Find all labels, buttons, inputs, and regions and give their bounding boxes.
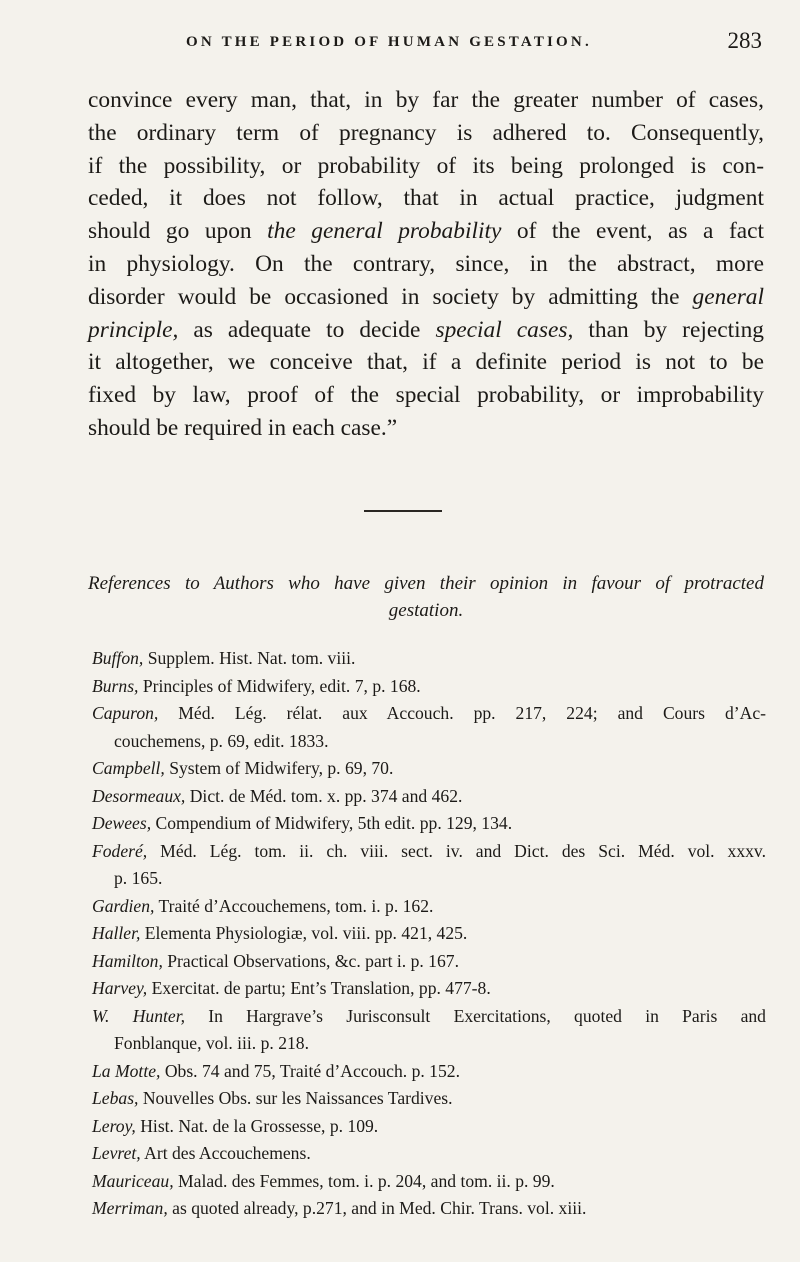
quote-line: ceded, it does not follow, that in actual practice, judgment [88,185,764,212]
reference-line [92,1085,766,1113]
reference-line [92,948,766,976]
reference-entry [92,948,766,976]
reference-entry [92,783,766,811]
reference-author: Merriman, [92,1198,168,1218]
reference-text: In Hargrave’s Jurisconsult Exercitations, quoted in Paris and [184,1005,766,1026]
quoted-paragraph [88,84,764,445]
reference-author: Campbell, [92,758,165,778]
reference-author: La Motte, [92,1060,161,1081]
reference-line [92,1030,766,1058]
reference-line [92,1140,766,1168]
reference-author: Foderé, [92,840,148,861]
quote-line: convince every man, that, in by far the greater number of cases, [88,87,764,113]
quote-line: the ordinary term of pregnancy is adhered to. Consequently, [88,119,764,146]
emphasis: the general probability [267,218,502,245]
reference-line [92,920,766,948]
reference-text: Art des Accouchemens. [140,1143,311,1163]
reference-line [92,728,766,756]
reference-text: Elementa Physiologiæ, vol. viii. pp. 421, 425. [140,923,468,943]
reference-text: Exercitat. de partu; Ent’s Translation, pp. 477-8. [147,978,491,998]
reference-entry [92,893,766,921]
references-list [92,645,766,1223]
reference-entry [92,755,766,783]
reference-entry [92,700,766,755]
reference-author: Buffon, [92,648,144,668]
reference-line [92,1113,766,1141]
reference-text: Hist. Nat. de la Grossesse, p. 109. [135,1115,379,1136]
reference-author: Lebas, [92,1088,139,1108]
reference-author: Burns, [92,675,139,696]
heading-line: References to Authors who have given their opinion in favour of protracted [88,573,764,594]
reference-text: Méd. Lég. tom. ii. ch. viii. sect. iv. and Dict. des Sci. Méd. vol. xxxv. [147,840,766,861]
reference-author: Leroy, [92,1115,136,1136]
quote-line: disorder would be occasioned in society by admitting the general [88,283,764,310]
reference-text: Méd. Lég. rélat. aux Accouch. pp. 217, 224; and Cours d’Ac- [158,703,766,723]
emphasis: principle, [88,316,179,343]
reference-author: Desormeaux, [92,785,186,806]
reference-text: Fonblanque, vol. iii. p. 218. [114,1033,309,1053]
reference-author: Capuron, [92,703,159,723]
reference-line [92,1003,766,1031]
reference-entry [92,1003,766,1058]
reference-author: Levret, [92,1143,141,1163]
reference-entry [92,1113,766,1141]
quote-line: in physiology. On the contrary, since, in the abstract, more [88,250,764,277]
reference-line [92,673,766,701]
heading-line: gestation. [388,600,464,621]
reference-author: Dewees, [92,813,152,833]
reference-entry [92,1168,766,1196]
references-heading [88,570,764,624]
reference-author: Gardien, [92,895,155,916]
section-divider [364,510,442,512]
reference-entry [92,645,766,673]
reference-entry [92,1058,766,1086]
reference-text: as quoted already, p.271, and in Med. Chir. Trans. vol. xiii. [167,1198,587,1218]
quote-line: fixed by law, proof of the special probability, or improbability [88,382,764,409]
reference-line [92,1058,766,1086]
reference-text: p. 165. [114,868,163,888]
running-title: ON THE PERIOD OF HUMAN GESTATION. [186,34,592,50]
reference-line [92,975,766,1003]
reference-entry [92,810,766,838]
page-header [88,28,766,62]
reference-author: Hamilton, [92,950,163,971]
reference-entry [92,1140,766,1168]
reference-line [92,810,766,838]
reference-entry [92,920,766,948]
reference-author: Haller, [92,923,141,943]
reference-text: System of Midwifery, p. 69, 70. [164,758,394,778]
reference-line [92,1168,766,1196]
reference-line [92,865,766,893]
reference-text: Nouvelles Obs. sur les Naissances Tardives. [138,1088,453,1108]
reference-line [92,700,766,728]
quote-line: if the possibility, or probability of its being prolonged is con- [88,152,764,179]
reference-entry [92,1085,766,1113]
reference-entry [92,838,766,893]
reference-line [92,1195,766,1223]
quote-line: it altogether, we conceive that, if a definite period is not to be [88,349,764,376]
reference-line [92,783,766,811]
reference-entry [92,975,766,1003]
emphasis: special cases, [435,316,574,343]
reference-text: Principles of Midwifery, edit. 7, p. 168. [138,675,421,696]
emphasis: general [692,283,764,310]
reference-text: Dict. de Méd. tom. x. pp. 374 and 462. [185,785,463,806]
reference-line [92,755,766,783]
reference-text: Obs. 74 and 75, Traité d’Accouch. p. 152. [160,1060,460,1081]
reference-text: Traité d’Accouchemens, tom. i. p. 162. [154,895,434,916]
page-number: 283 [727,28,762,53]
reference-text: Compendium of Midwifery, 5th edit. pp. 129, 134. [151,813,513,833]
reference-author: Harvey, [92,978,148,998]
reference-author: W. Hunter, [92,1005,185,1026]
quote-line: principle, as adequate to decide special cases, than by rejecting [88,316,764,343]
quote-line: should go upon the general probability of the event, as a fact [88,218,764,245]
reference-text: Supplem. Hist. Nat. tom. viii. [143,648,356,668]
reference-text: Practical Observations, &c. part i. p. 167. [162,950,459,971]
reference-entry [92,673,766,701]
quote-line: should be required in each case.” [88,414,398,441]
reference-line [92,645,766,673]
reference-text: Malad. des Femmes, tom. i. p. 204, and tom. ii. p. 99. [173,1170,555,1191]
reference-line [92,838,766,866]
reference-text: couchemens, p. 69, edit. 1833. [114,730,329,751]
reference-line [92,893,766,921]
reference-author: Mauriceau, [92,1170,174,1191]
reference-entry [92,1195,766,1223]
